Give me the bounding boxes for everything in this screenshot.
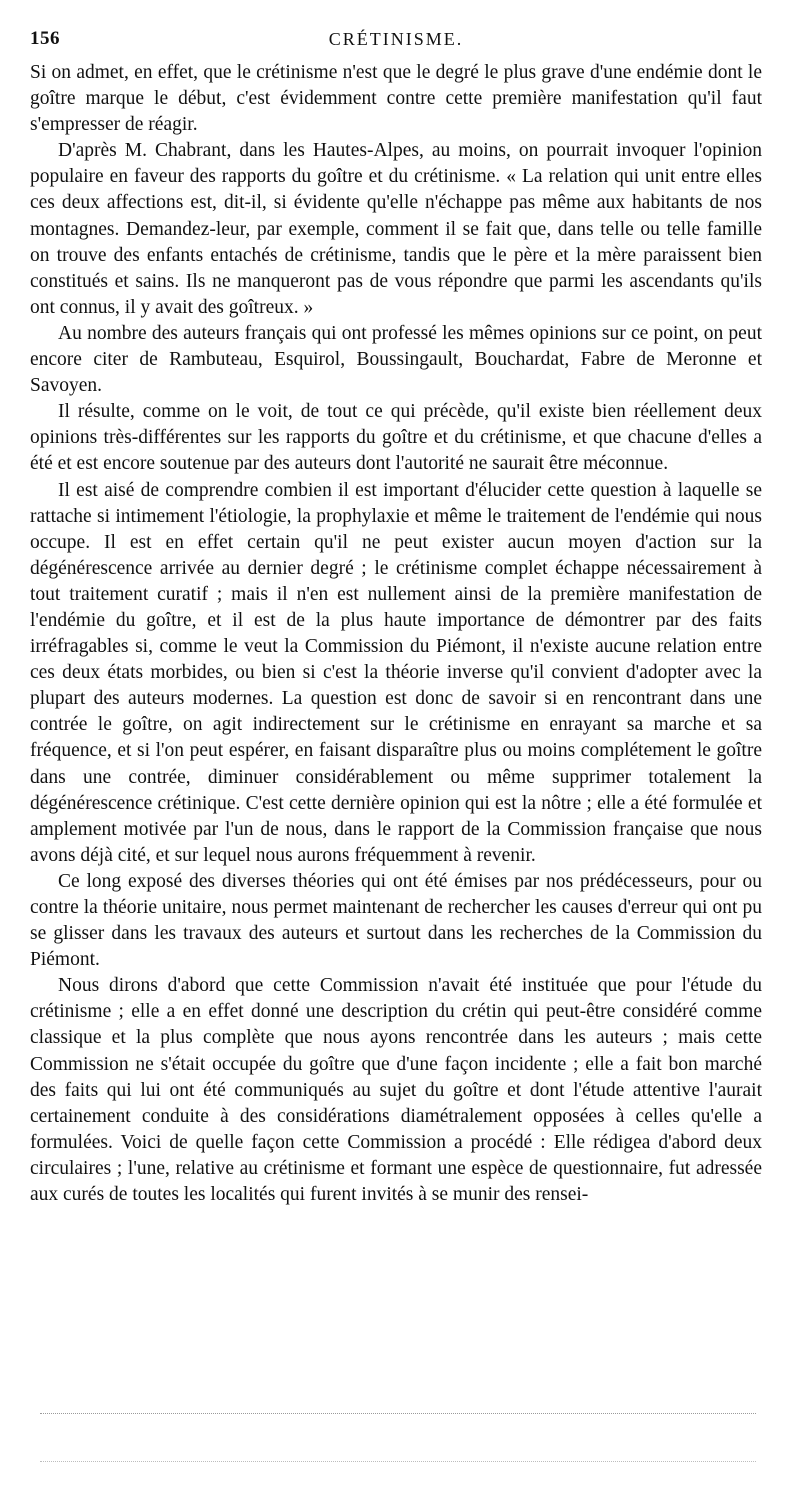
- paragraph-3: Au nombre des auteurs français qui ont professé les mêmes opinions sur ce point, on peut encore citer de Rambuteau, Esquirol, Boussingault, Bouchardat, Fabre de Meronne et Savoyen.: [30, 322, 762, 397]
- footer-faint-rule: [40, 1461, 756, 1462]
- running-title: CRÉTINISME.: [328, 29, 464, 49]
- paragraph-4: Il résulte, comme on le voit, de tout ce qui précède, qu'il existe bien réellement deux opinions très-différentes sur les rapports du goître et du crétinisme, et que chacune d'elles a été et est encore soutenue par des auteurs dont l'autorité ne saurait être méconnue.: [30, 401, 762, 475]
- book-page: [30, 28, 762, 1208]
- paragraph-1: Si on admet, en effet, que le crétinisme n'est que le degré le plus grave d'une endémie dont le goître marque le début, c'est évidemment contre cette première manifestation qu'il faut s'empresser de réagir.: [30, 62, 762, 136]
- page-number: 156: [30, 28, 60, 49]
- body-text: [30, 60, 762, 1208]
- paragraph-2: D'après M. Chabrant, dans les Hautes-Alpes, au moins, on pourrait invoquer l'opinion populaire en faveur des rapports du goître et du crétinisme. « La relation qui unit entre elles ces deux affections est, dit-il, si évidente qu'elle n'échappe pas même aux habitants de nos montagnes. Demandez-leur, par exemple, comment il se fait que, dans telle ou telle famille on trouve des enfants entachés de crétinisme, tandis que le père et la mère paraissent bien constitués et sains. Ils ne manqueront pas de vous répondre que parmi les ascendants qu'ils ont connus, il y avait des goîtreux. »: [30, 140, 762, 318]
- paragraph-7: Nous dirons d'abord que cette Commission n'avait été instituée que pour l'étude du crétinisme ; elle a en effet donné une description du crétin qui peut-être considéré comme classique et la plus complète que nous ayons rencontrée dans les auteurs ; mais cette Commission ne s'était occupée du goître que d'une façon incidente ; elle a fait bon marché des faits qui lui ont été communiqués au sujet du goître et dont l'étude attentive l'aurait certainement conduite à des considérations diamétralement opposées à celles qu'elle a formulées. Voici de quelle façon cette Commission a procédé : Elle rédigea d'abord deux circulaires ; l'une, relative au crétinisme et formant une espèce de questionnaire, fut adressée aux curés de toutes les localités qui furent invités à se munir des rensei-: [30, 975, 762, 1206]
- paragraph-6: Ce long exposé des diverses théories qui ont été émises par nos prédécesseurs, pour ou contre la théorie unitaire, nous permet maintenant de rechercher les causes d'erreur qui ont pu se glisser dans les travaux des auteurs et surtout dans les recherches de la Commission du Piémont.: [30, 870, 762, 971]
- footer-dotted-rule: [40, 1413, 756, 1414]
- paragraph-5: Il est aisé de comprendre combien il est important d'élucider cette question à laquelle se rattache si intimement l'étiologie, la prophylaxie et même le traitement de l'endémie qui nous occupe. Il est en effet certain qu'il ne peut exister aucun moyen d'action sur la dégénérescence arrivée au dernier degré ; le crétinisme complet échappe nécessairement à tout traitement curatif ; mais il n'en est nullement ainsi de la première manifestation de l'endémie du goître, et il est de la plus haute importance de démontrer par des faits irréfragables si, comme le veut la Commission du Piémont, il n'existe aucune relation entre ces deux états morbides, ou bien si c'est la théorie inverse qu'il convient d'adopter avec la plupart des auteurs modernes. La question est donc de savoir si en rencontrant dans une contrée le goître, on agit indirectement sur le crétinisme en enrayant sa marche et sa fréquence, et si l'on peut espérer, en faisant disparaître plus ou moins complétement le goître dans une contrée, diminuer considérablement ou même supprimer totalement la dégénérescence crétinique. C'est cette dernière opinion qui est la nôtre ; elle a été formulée et amplement motivée par l'un de nous, dans le rapport de la Commission française que nous avons déjà cité, et sur lequel nous aurons fréquemment à revenir.: [30, 479, 762, 866]
- page-header: [30, 28, 762, 60]
